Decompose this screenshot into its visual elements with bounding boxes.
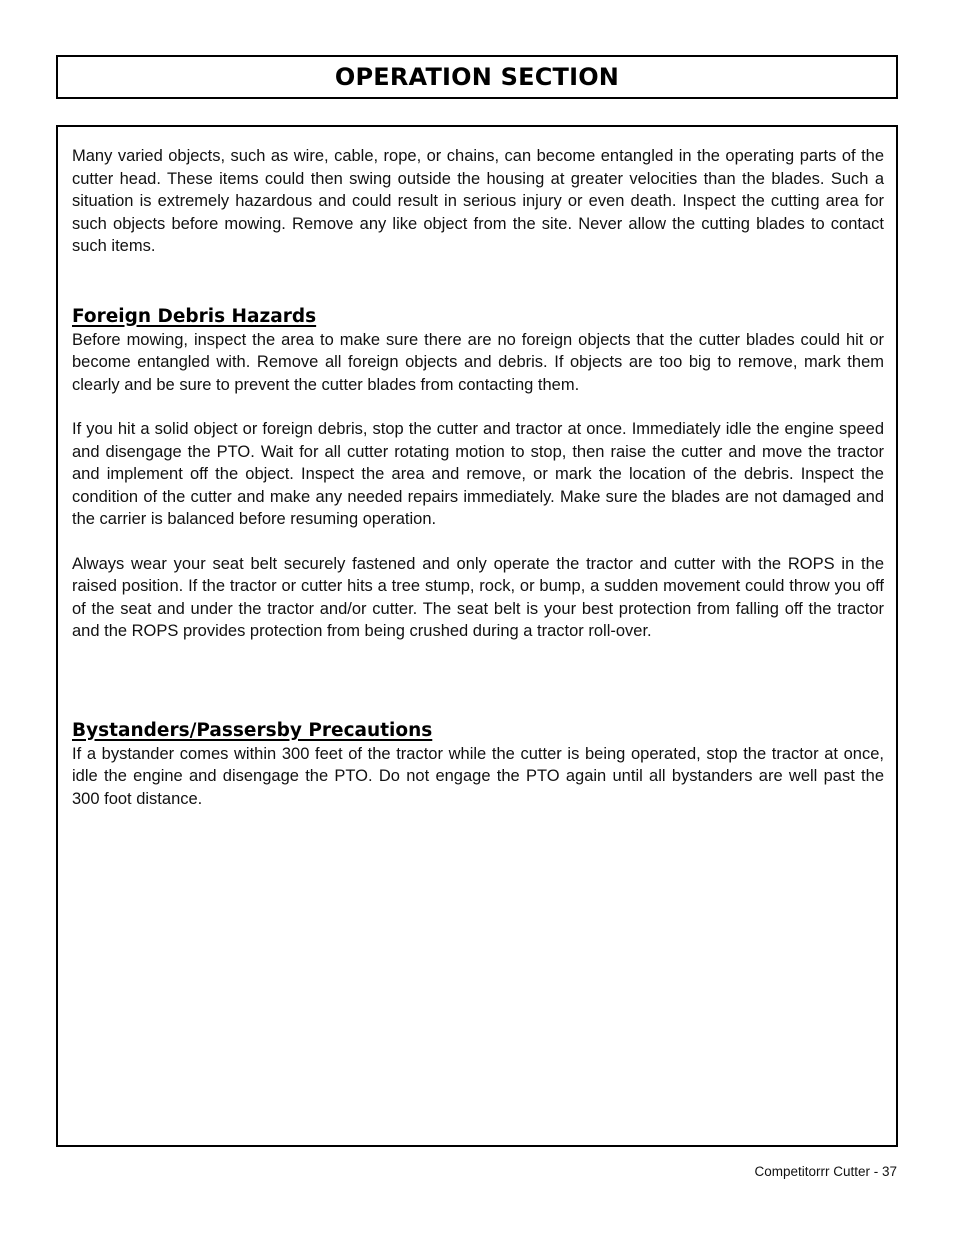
spacer (72, 531, 884, 553)
spacer (72, 643, 884, 719)
section-heading-foreign-debris: Foreign Debris Hazards (72, 305, 317, 327)
section-header-box (56, 55, 898, 99)
page-footer: Competitorrr Cutter - 37 (754, 1164, 897, 1179)
content-body (72, 145, 884, 810)
spacer (72, 396, 884, 418)
foreign-debris-paragraph-3: Always wear your seat belt securely fastened and only operate the tractor and cutter with the ROPS in the raised position. If the tractor or cutter hits a tree stump, rock, or bump, a sudden movement could throw you off of the seat and under the tractor and/or cutter. The seat belt is your best protection from falling off the tractor and the ROPS provides protection from being crushed during a tractor roll-over. (72, 554, 884, 640)
bystanders-paragraph-1: If a bystander comes within 300 feet of the tractor while the cutter is being operated, stop the tractor at once, idle the engine and disengage the PTO. Do not engage the PTO again until all bystanders are well past the 300 foot distance. (72, 744, 884, 808)
spacer (72, 258, 884, 305)
foreign-debris-paragraph-2: If you hit a solid object or foreign debris, stop the cutter and tractor at once. Immediately idle the engine speed and disengage the PTO. Wait for all cutter rotating motion to stop, then raise the cutter and move the tractor and implement off the object. Inspect the area and remove, or mark the location of the debris. Inspect the condition of the cutter and make any needed repairs immediately. Make sure the blades are not damaged and the carrier is balanced before resuming operation. (72, 420, 884, 528)
intro-paragraph: Many varied objects, such as wire, cable, rope, or chains, can become entangled in the operating parts of the cutter head. These items could then swing outside the housing at greater velocities than the blades. Such a situation is extremely hazardous and could result in serious injury or even death. Inspect the cutting area for such objects before mowing. Remove any like object from the site. Never allow the cutting blades to contact such items. (72, 147, 884, 255)
content-frame (56, 125, 898, 1147)
foreign-debris-paragraph-1: Before mowing, inspect the area to make sure there are no foreign objects that the cutter blades could hit or become entangled with. Remove all foreign objects and debris. If objects are too big to remove, mark them clearly and be sure to prevent the cutter blades from contacting them. (72, 330, 884, 394)
section-heading-bystanders: Bystanders/Passersby Precautions (72, 719, 433, 741)
page-title: OPERATION SECTION (334, 63, 620, 91)
